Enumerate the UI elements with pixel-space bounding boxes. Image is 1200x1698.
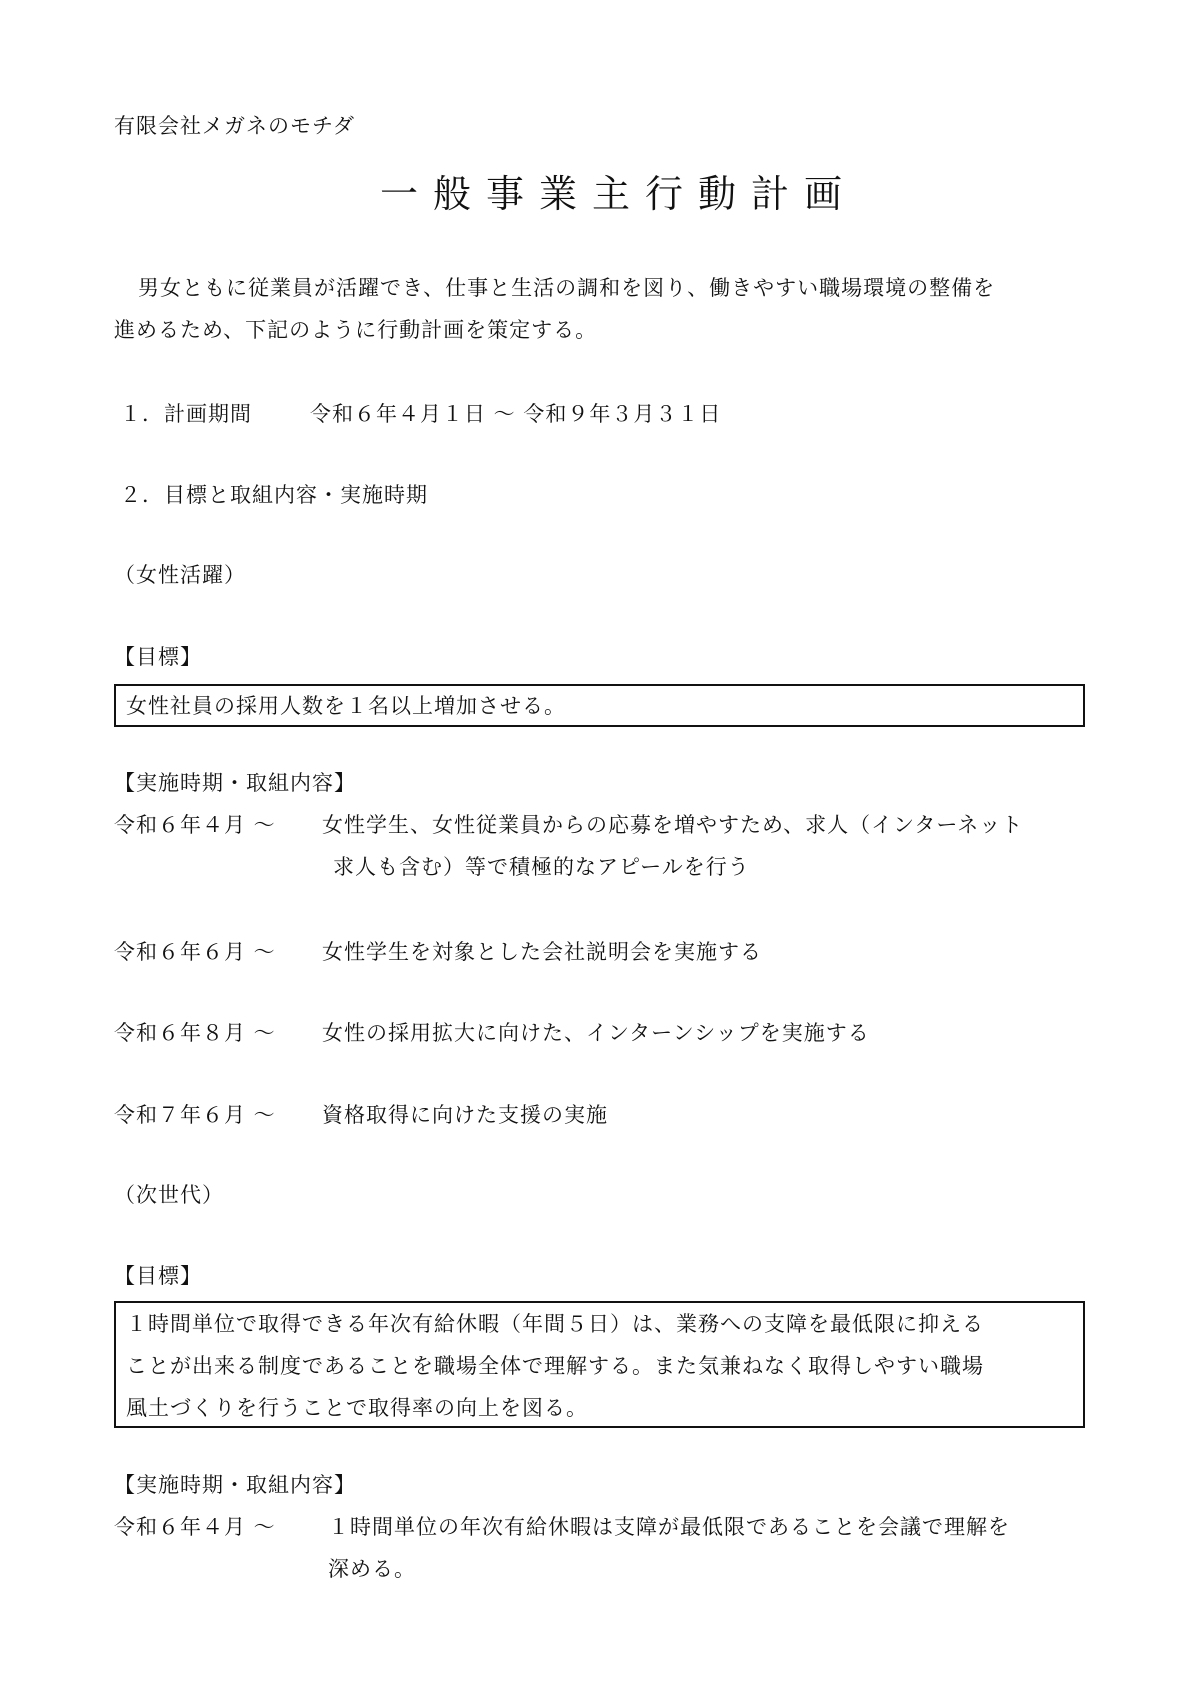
nextgen-action-1-line-2: 深める。 <box>328 1557 416 1581</box>
women-action-4-line-1: 資格取得に向けた支援の実施 <box>322 1103 608 1127</box>
intro-line-1: 男女ともに従業員が活躍でき、仕事と生活の調和を図り、働きやすい職場環境の整備を <box>138 276 996 300</box>
women-action-2-date: 令和６年６月 ～ <box>114 940 276 964</box>
nextgen-goal-line-1: １時間単位で取得できる年次有給休暇（年間５日）は、業務への支障を最低限に抑える <box>126 1312 984 1336</box>
women-goal-box <box>114 684 1085 727</box>
company-name: 有限会社メガネのモチダ <box>114 114 355 138</box>
nextgen-section-heading: （次世代） <box>114 1183 224 1207</box>
nextgen-goal-box <box>114 1301 1085 1428</box>
women-action-1-date: 令和６年４月 ～ <box>114 813 276 837</box>
women-goal-text: 女性社員の採用人数を１名以上増加させる。 <box>126 694 566 718</box>
women-action-2-line-1: 女性学生を対象とした会社説明会を実施する <box>322 940 762 964</box>
nextgen-action-1-date: 令和６年４月 ～ <box>114 1515 276 1539</box>
women-action-1-line-2: 求人も含む）等で積極的なアピールを行う <box>333 855 750 879</box>
nextgen-goal-line-2: ことが出来る制度であることを職場全体で理解する。また気兼ねなく取得しやすい職場 <box>126 1354 984 1378</box>
women-actions-label: 【実施時期・取組内容】 <box>114 771 356 795</box>
nextgen-goal-line-3: 風土づくりを行うことで取得率の向上を図る。 <box>126 1396 588 1420</box>
nextgen-actions-label: 【実施時期・取組内容】 <box>114 1473 356 1497</box>
women-action-4-date: 令和７年６月 ～ <box>114 1103 276 1127</box>
women-action-3-line-1: 女性の採用拡大に向けた、インターンシップを実施する <box>322 1021 870 1045</box>
women-goal-label: 【目標】 <box>114 645 202 669</box>
women-action-3-date: 令和６年８月 ～ <box>114 1021 276 1045</box>
nextgen-action-1-line-1: １時間単位の年次有給休暇は支障が最低限であることを会議で理解を <box>328 1515 1010 1539</box>
nextgen-goal-label: 【目標】 <box>114 1264 202 1288</box>
women-action-1-line-1: 女性学生、女性従業員からの応募を増やすため、求人（インターネット <box>322 813 1024 837</box>
plan-period: 令和６年４月１日 ～ 令和９年３月３１日 <box>310 402 722 426</box>
women-section-heading: （女性活躍） <box>114 563 246 587</box>
section-1-label: １．計画期間 <box>120 402 252 426</box>
page-title: 一般事業主行動計画 <box>380 172 858 216</box>
intro-line-2: 進めるため、下記のように行動計画を策定する。 <box>114 318 598 342</box>
section-2-label: ２．目標と取組内容・実施時期 <box>120 483 428 507</box>
